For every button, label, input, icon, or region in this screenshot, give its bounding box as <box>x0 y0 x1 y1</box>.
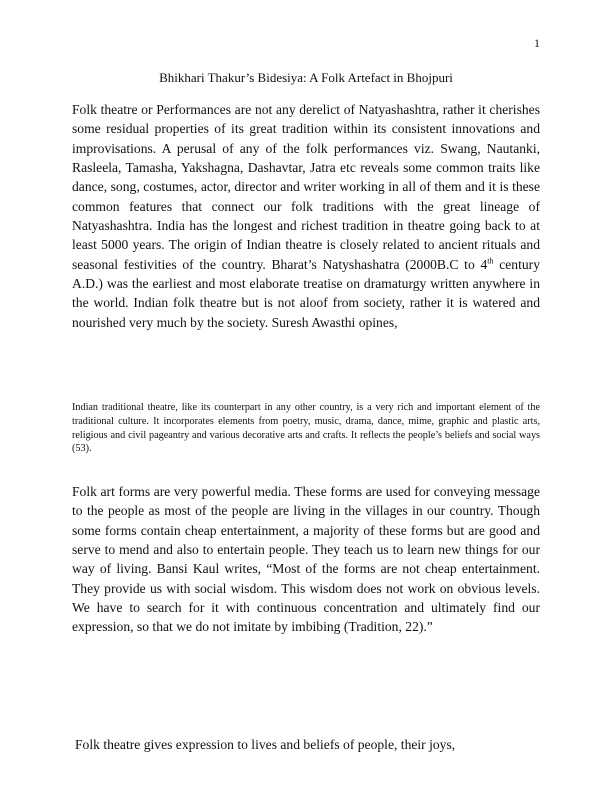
paragraph-1-text-b: century A.D.) was the earliest and most elaborate treatise on dramaturgy written anywhere in the world. Indian folk theatre but is not aloof from society, rather it is watered and nourished very much by the society. Suresh Awasthi opines, <box>72 256 540 330</box>
body-paragraph-3: Folk theatre gives expression to lives and beliefs of people, their joys, <box>75 737 456 752</box>
document-title: Bhikhari Thakur’s Bidesiya: A Folk Artefact in Bhojpuri <box>159 70 453 85</box>
block-quote: Indian traditional theatre, like its counterpart in any other country, is a very rich and important element of the traditional culture. It incorporates elements from poetry, music, drama, dance, mime, graphic and plastic arts, religious and civil pageantry and various decorative arts and crafts. It reflects the people’s beliefs and social ways (53). <box>72 402 540 455</box>
body-paragraph-2: Folk art forms are very powerful media. These forms are used for conveying message to the people as most of the people are living in the villages in our country. Though some forms contain cheap entertainment, a majority of these forms but are good and serve to mend and also to entertain people. They teach us to learn new things for our way of living. Bansi Kaul writes, “Most of the forms are not cheap entertainment. They provide us with social wisdom. This wisdom does not work on obvious levels. We have to search for it with continuous concentration and ultimately find our expression, so that we do not imitate by imbibing (Tradition, 22).” <box>72 484 540 635</box>
paragraph-1-text-a: Folk theatre or Performances are not any derelict of Natyashashtra, rather it cherishes some residual properties of its great tradition within its consistent innovations and improvisations. A perusal of any of the folk performances viz. Swang, Nautanki, Rasleela, Tamasha, Yakshagna, Dashavtar, Jatra etc reveals some common traits like dance, song, costumes, actor, director and writer working in all of them and it is these common features that connect our folk traditions with the great lineage of Natyashashtra. India has the longest and richest tradition in theatre going back to at least 5000 years. The origin of Indian theatre is closely related to ancient rituals and seasonal festivities of the country. Bharat’s Natyshashatra (2000B.C to 4 <box>72 102 540 272</box>
page-number: 1 <box>534 36 540 50</box>
body-paragraph-1 <box>72 100 540 332</box>
ordinal-superscript: th <box>487 256 494 266</box>
